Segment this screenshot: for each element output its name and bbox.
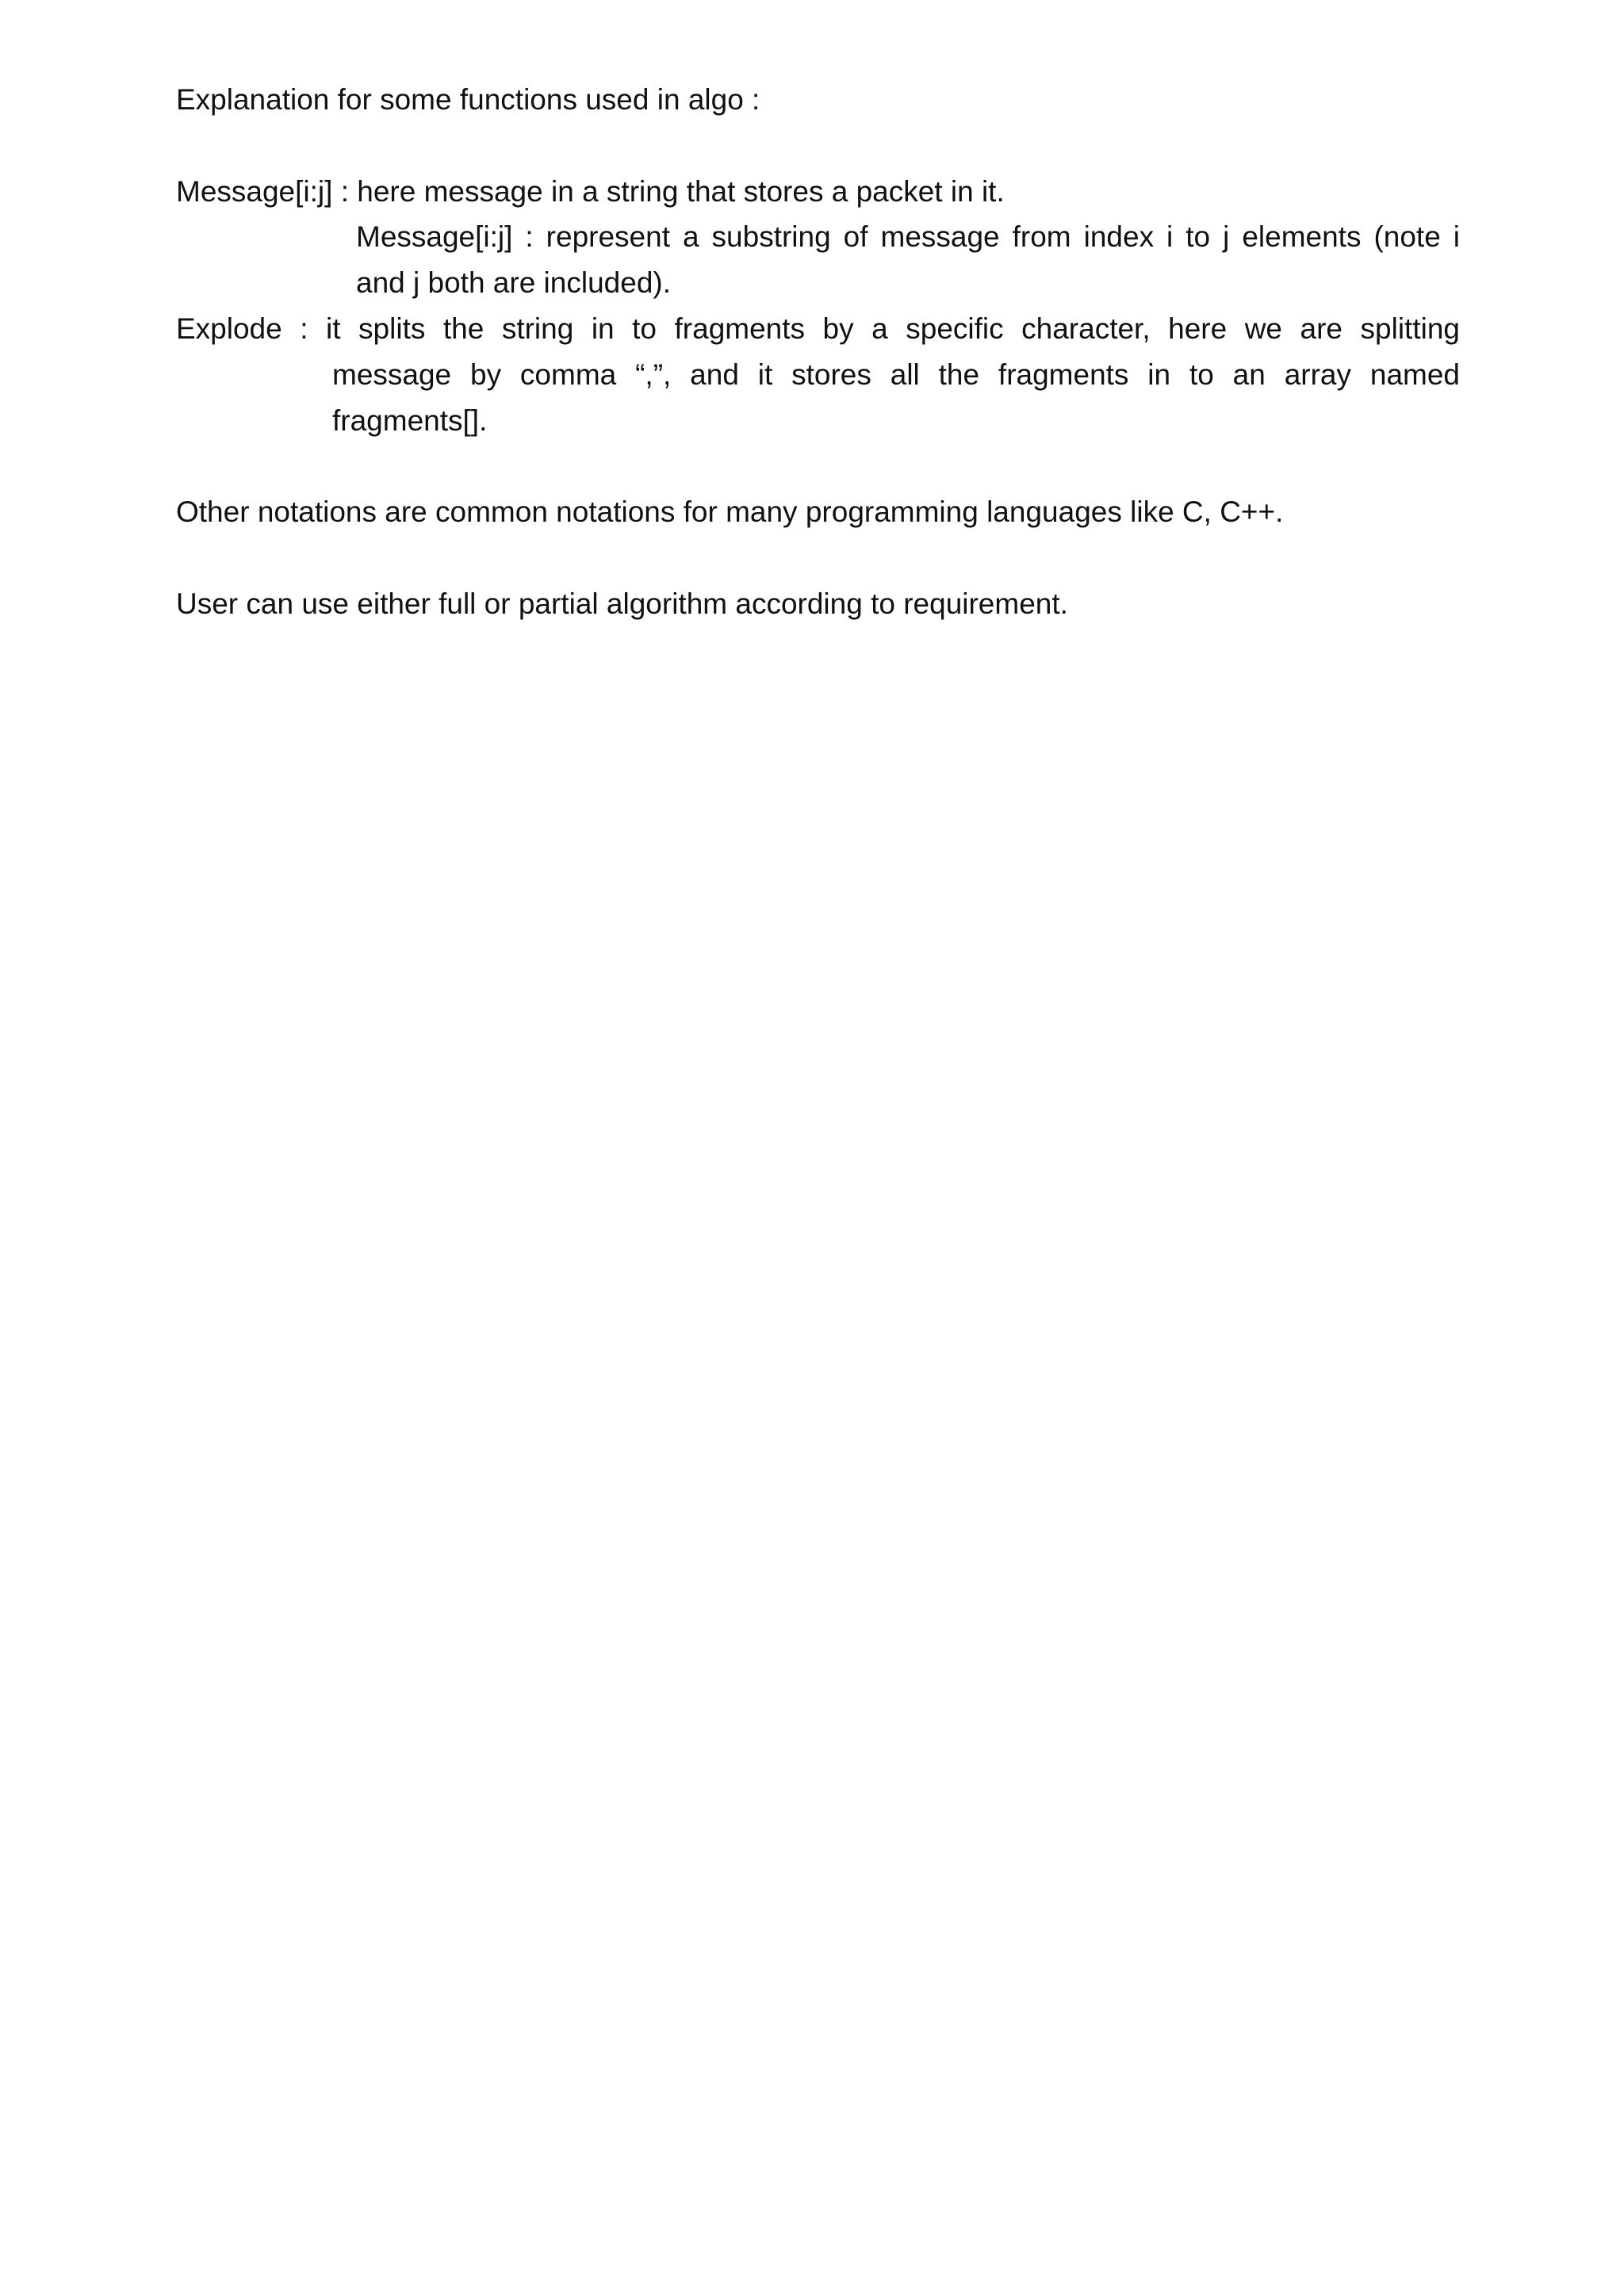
message-definition-line-3: and j both are included).: [356, 266, 671, 299]
message-definition-line-1: Message[i:j] : here message in a string that stores a packet in it.: [176, 175, 1005, 208]
message-definition-line-2: Message[i:j] : represent a substring of message from index i to j elements (note i: [356, 220, 1460, 253]
document-heading: Explanation for some functions used in algo :: [176, 83, 760, 116]
explode-definition-line-3: fragments[].: [332, 404, 488, 437]
user-note-paragraph: User can use either full or partial algorithm according to requirement.: [176, 587, 1068, 620]
explode-definition-line-1: Explode : it splits the string in to fragments by a specific character, here we are splitting: [176, 312, 1460, 345]
explode-definition-line-2: message by comma “,”, and it stores all the fragments in to an array named: [332, 358, 1460, 391]
other-notations-paragraph: Other notations are common notations for many programming languages like C, C++.: [176, 496, 1284, 528]
